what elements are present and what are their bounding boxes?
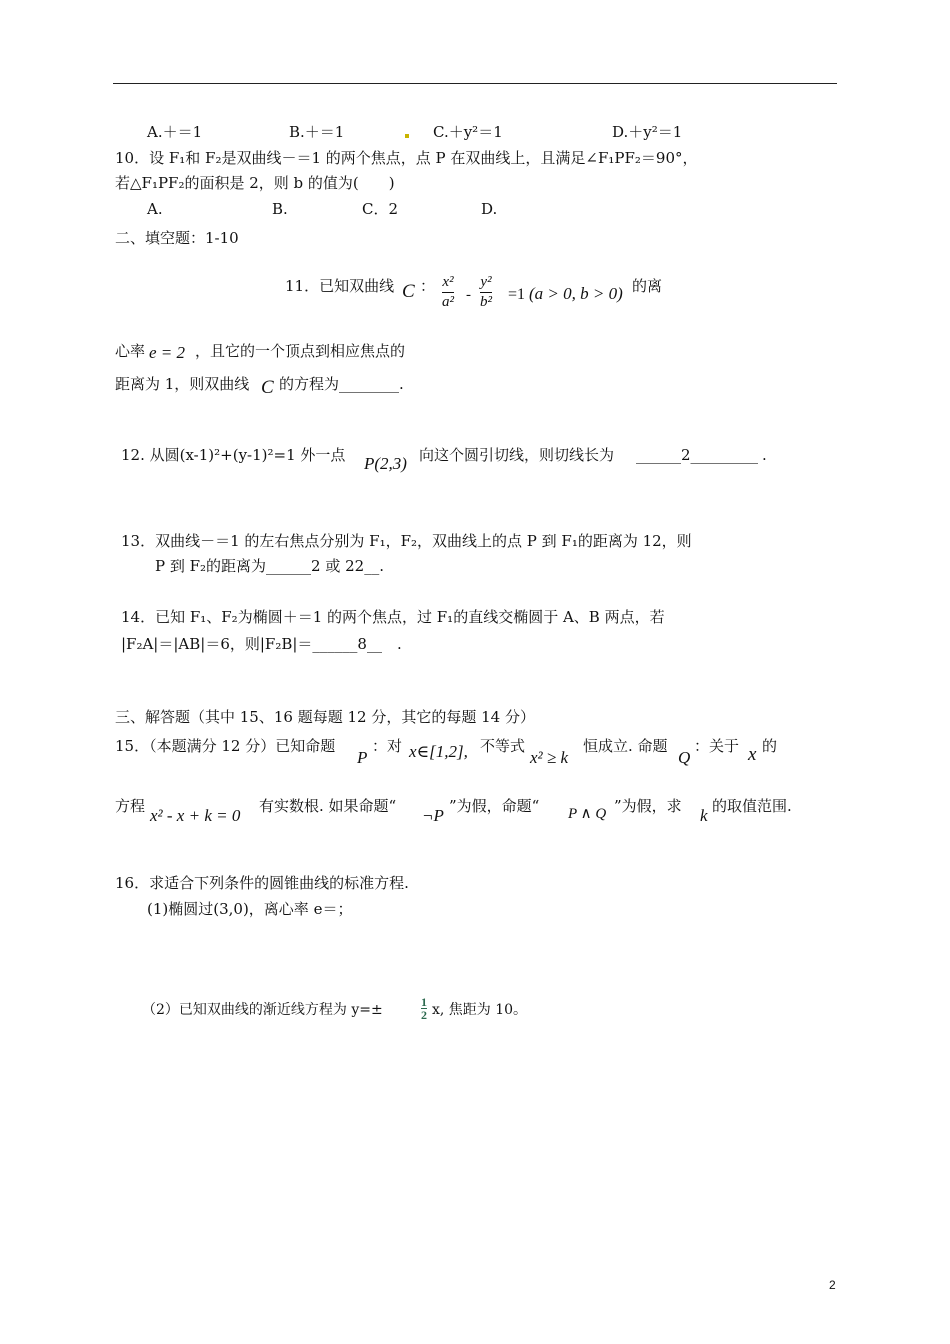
q12-suffix: 向这个圆引切线，则切线长为 bbox=[419, 446, 615, 464]
q10-option-c: C．2 bbox=[362, 200, 399, 218]
q10-option-b: B. bbox=[272, 200, 288, 218]
q11-line3-suffix: 的方程为________. bbox=[279, 375, 404, 393]
q11-x2: x² bbox=[442, 274, 454, 290]
q15-part4: 恒成立. 命题 bbox=[583, 737, 668, 755]
q15-Q: Q bbox=[678, 748, 691, 767]
q9-option-c: C.＋y²＝1 bbox=[433, 123, 503, 141]
page-number: 2 bbox=[829, 1278, 836, 1292]
q12-answer: ______2_________ bbox=[636, 446, 759, 464]
q16-part2-prefix: （2）已知双曲线的渐近线方程为 y=± bbox=[142, 1002, 383, 1018]
q15-line2-a: 方程 bbox=[115, 797, 146, 815]
q15-line2-d: ”为假，求 bbox=[614, 797, 682, 815]
q11-line3-c: C bbox=[261, 377, 274, 398]
q16-part2-suffix: x, 焦距为 10。 bbox=[432, 1002, 528, 1018]
q11-frac-y bbox=[480, 273, 492, 312]
q16-fraction bbox=[421, 996, 427, 1021]
q11-line3-prefix: 距离为 1，则双曲线 bbox=[115, 375, 250, 393]
q16-frac-num: 1 bbox=[421, 995, 427, 1009]
q11-minus: - bbox=[466, 287, 471, 303]
q11-line2-suffix: ，且它的一个顶点到相应焦点的 bbox=[195, 342, 406, 360]
q11-colon: ： bbox=[420, 277, 436, 295]
q11-suffix: 的离 bbox=[632, 277, 663, 295]
q16-frac-den: 2 bbox=[421, 1008, 427, 1022]
q15-x: x bbox=[748, 744, 757, 765]
q9-option-a: A.＋＝1 bbox=[147, 123, 203, 141]
q10-line2: 若△F₁PF₂的面积是 2，则 b 的值为( ) bbox=[115, 174, 395, 192]
marker-dot bbox=[405, 134, 409, 138]
q12-end: . bbox=[762, 446, 767, 464]
q15-part5: ：关于 bbox=[694, 737, 740, 755]
q15-line2-e: 的取值范围. bbox=[712, 797, 792, 815]
q15-x-interval: x∈[1,2], bbox=[409, 742, 468, 761]
q11-frac-x bbox=[442, 273, 454, 312]
q16-part1: (1)椭圆过(3,0)，离心率 e＝； bbox=[147, 900, 353, 918]
q10-option-d: D. bbox=[481, 200, 498, 218]
q15-line2-b: 有实数根. 如果命题“ bbox=[259, 797, 397, 815]
q11-var-c: C bbox=[402, 281, 415, 302]
q16-title: 16．求适合下列条件的圆锥曲线的标准方程. bbox=[115, 874, 409, 892]
q15-line2-c: ”为假，命题“ bbox=[449, 797, 540, 815]
q13-line1: 13．双曲线－＝1 的左右焦点分别为 F₁，F₂，双曲线上的点 P 到 F₁的距离为 12，则 bbox=[121, 532, 692, 550]
q10-line1: 10．设 F₁和 F₂是双曲线－＝1 的两个焦点，点 P 在双曲线上，且满足∠F₁PF₂＝90°， bbox=[115, 149, 698, 167]
q14-line2: |F₂A|＝|AB|＝6，则|F₂B|＝______8__ . bbox=[121, 635, 402, 653]
q15-part6: 的 bbox=[762, 737, 778, 755]
q14-line1: 14．已知 F₁、F₂为椭圆＋＝1 的两个焦点，过 F₁的直线交椭圆于 A、B 两点，若 bbox=[121, 608, 665, 626]
q15-part1: 15．（本题满分 12 分）已知命题 bbox=[115, 737, 336, 755]
q15-P: P bbox=[357, 748, 368, 767]
q9-option-b: B.＋＝1 bbox=[289, 123, 345, 141]
section-fill-in: 二、填空题：1-10 bbox=[115, 229, 239, 247]
q11-prefix: 11．已知双曲线 bbox=[285, 277, 395, 295]
q10-option-a: A. bbox=[147, 200, 163, 218]
q15-k: k bbox=[700, 806, 708, 825]
q15-equation: x² - x + k = 0 bbox=[150, 806, 241, 825]
q9-option-d: D.＋y²＝1 bbox=[612, 123, 683, 141]
q15-part3: 不等式 bbox=[480, 737, 526, 755]
q15-part2: ：对 bbox=[372, 737, 403, 755]
section-solutions: 三、解答题（其中 15、16 题每题 12 分，其它的每题 14 分） bbox=[115, 708, 535, 726]
q11-eq: =1 bbox=[508, 286, 526, 303]
q11-line2-prefix: 心率 bbox=[115, 342, 146, 360]
q11-b2: b² bbox=[480, 294, 492, 310]
q11-condition: (a > 0, b > 0) bbox=[529, 284, 623, 303]
q12-point: P(2,3) bbox=[364, 454, 407, 473]
q13-line2: P 到 F₂的距离为______2 或 22__. bbox=[155, 557, 384, 575]
q11-eccentricity: e = 2 bbox=[149, 343, 186, 362]
q15-notP: ¬P bbox=[422, 806, 444, 825]
q15-inequality: x² ≥ k bbox=[530, 748, 569, 767]
q11-y2: y² bbox=[480, 274, 492, 290]
header-rule bbox=[113, 83, 837, 84]
q12-prefix: 12. 从圆(x-1)²+(y-1)²=1 外一点 bbox=[121, 446, 346, 464]
q15-PandQ: P ∧ Q bbox=[568, 806, 607, 822]
q11-a2: a² bbox=[442, 294, 454, 310]
